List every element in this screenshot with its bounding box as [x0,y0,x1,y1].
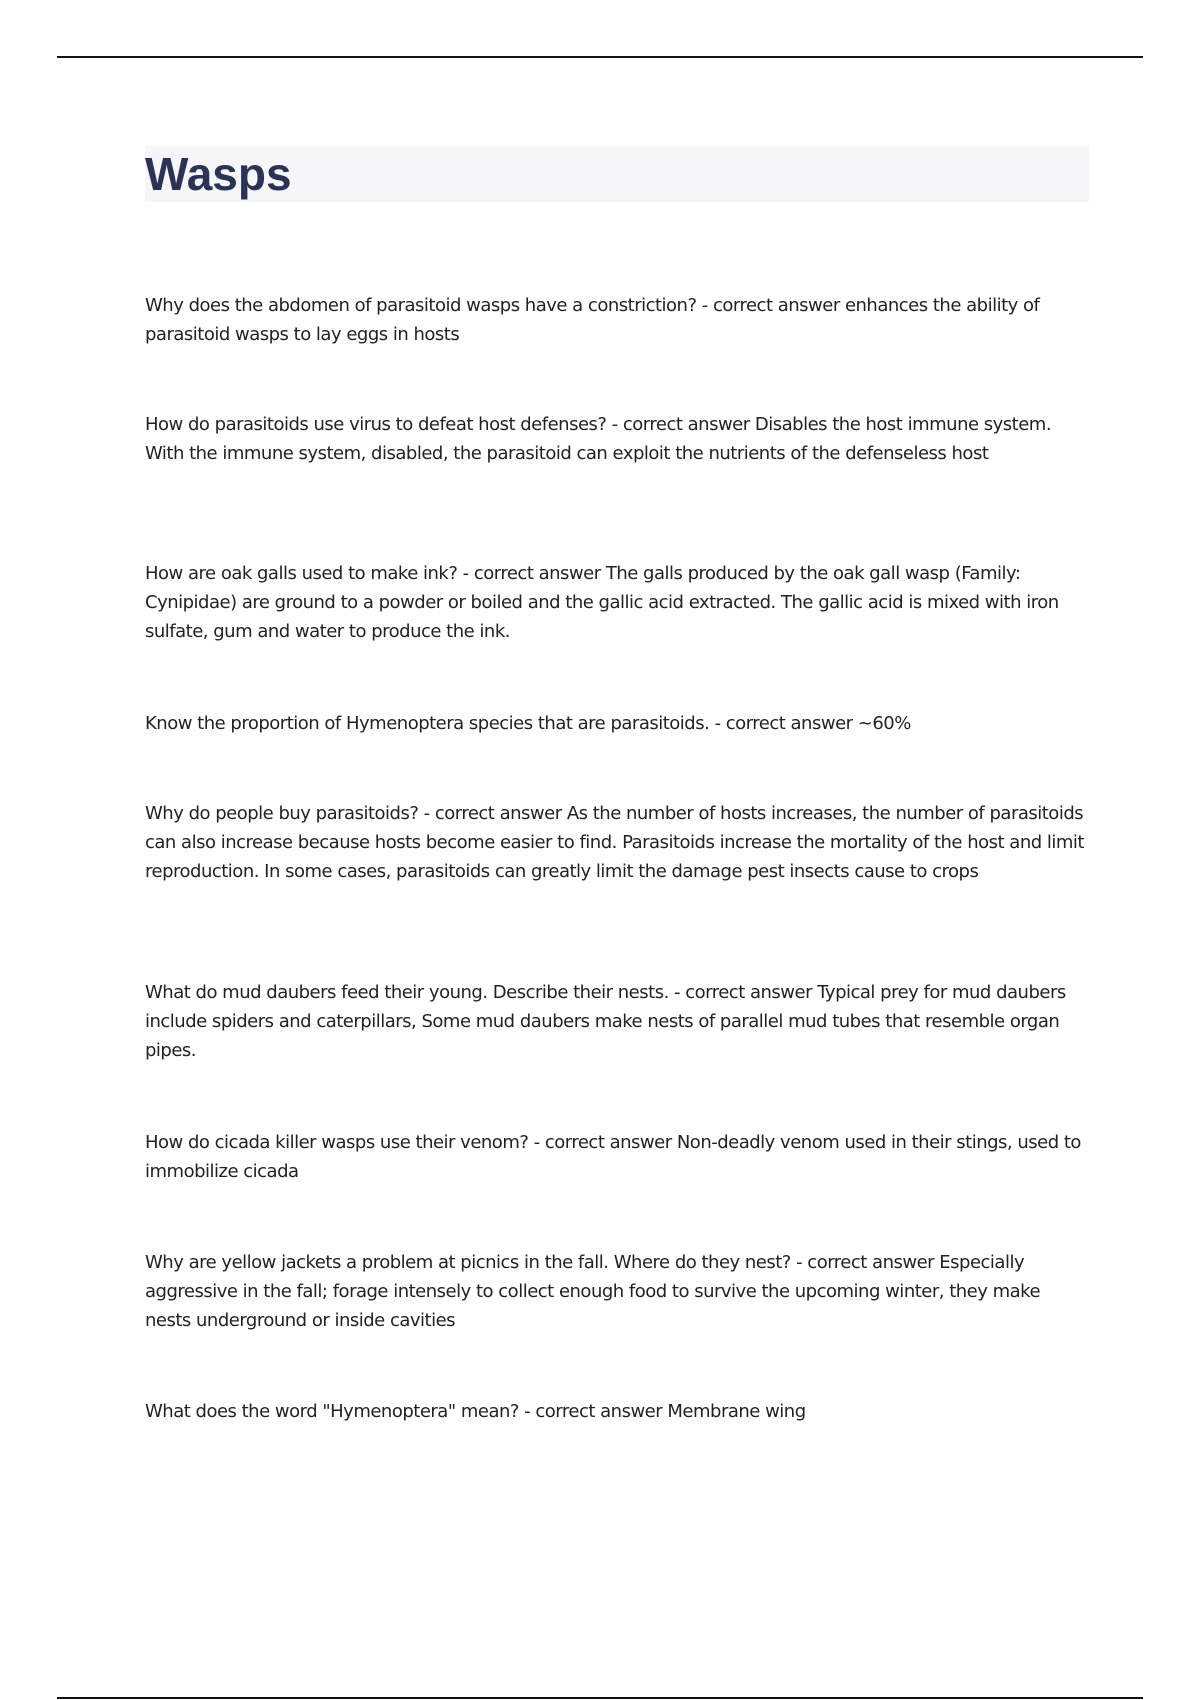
question-text: Why does the abdomen of parasitoid wasps have a constriction? [145,295,697,316]
question-text: How do cicada killer wasps use their venom? [145,1132,529,1153]
qa-item-9 [145,1397,1090,1426]
answer-separator: - correct answer [790,1252,940,1273]
answer-separator: - correct answer [606,414,755,435]
answer-separator: - correct answer [518,1401,668,1422]
answer-separator: - correct answer [696,295,845,316]
answer-text: enhances the ability of parasitoid wasps to lay eggs in hosts [145,295,1040,345]
answer-separator: - correct answer [668,982,818,1003]
question-text: Why do people buy parasitoids? [145,803,419,824]
answer-text: Especially aggressive in the fall; forage intensely to collect enough food to survive the upcoming winter, they make nests underground or inside cavities [145,1252,1041,1331]
title-banner [145,146,1089,202]
qa-item-5 [145,799,1090,886]
answer-separator: - correct answer [709,713,858,734]
qa-item-4 [145,709,1090,738]
answer-text: As the number of hosts increases, the number of parasitoids can also increase because hosts become easier to find. Parasitoids increase the mortality of the host and limit reproduction. In some cases, parasitoids can greatly limit the damage pest insects cause to crops [145,803,1084,882]
qa-item-2 [145,410,1090,468]
top-rule [57,56,1143,58]
answer-text: The galls produced by the oak gall wasp (Family: Cynipidae) are ground to a powder or boiled and the gallic acid extracted. The gallic acid is mixed with iron sulfate, gum and water to produce the ink. [145,563,1059,642]
question-text: Know the proportion of Hymenoptera species that are parasitoids. [145,713,710,734]
qa-item-8 [145,1248,1090,1335]
answer-text: Typical prey for mud daubers include spiders and caterpillars, Some mud daubers make nests of parallel mud tubes that resemble organ pipes. [145,982,1066,1061]
answer-separator: - correct answer [457,563,606,584]
question-text: How do parasitoids use virus to defeat host defenses? [145,414,607,435]
qa-item-1 [145,291,1090,349]
answer-text: Disables the host immune system. With the immune system, disabled, the parasitoid can exploit the nutrients of the defenseless host [145,414,1052,464]
answer-separator: - correct answer [418,803,567,824]
question-text: Why are yellow jackets a problem at picnics in the fall. Where do they nest? [145,1252,791,1273]
question-text: How are oak galls used to make ink? [145,563,458,584]
answer-separator: - correct answer [528,1132,677,1153]
answer-text: ~60% [857,713,911,734]
page-title: Wasps [145,148,292,200]
answer-text: Non-deadly venom used in their stings, used to immobilize cicada [145,1132,1081,1182]
qa-item-7 [145,1128,1090,1186]
bottom-rule [57,1697,1143,1699]
question-text: What does the word "Hymenoptera" mean? [145,1401,519,1422]
question-text: What do mud daubers feed their young. Describe their nests. [145,982,669,1003]
qa-item-3 [145,559,1090,646]
answer-text: Membrane wing [667,1401,806,1422]
qa-item-6 [145,978,1090,1065]
